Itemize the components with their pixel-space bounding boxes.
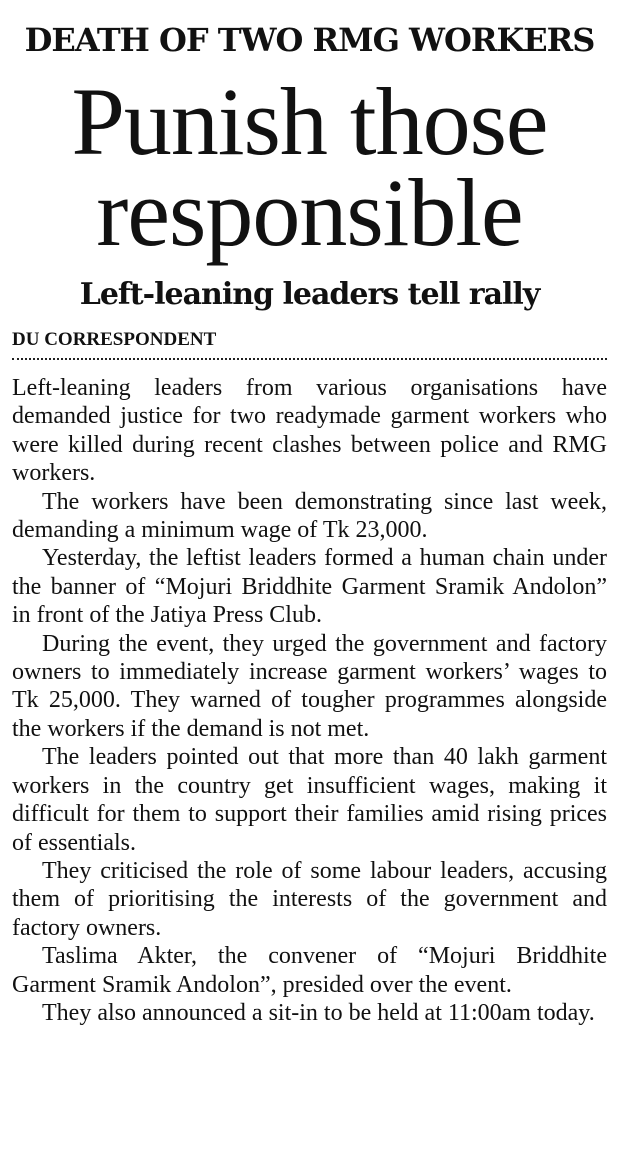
article-body [12,374,607,1027]
article-paragraph: The workers have been demonstrating since last week, demanding a minimum wage of Tk 23,000. [12,488,607,544]
article-paragraph: They criticised the role of some labour leaders, accusing them of prioritising the interests of the government and factory owners. [12,857,607,941]
news-article [12,0,607,1027]
article-paragraph: They also announced a sit-in to be held at 11:00am today. [42,999,595,1026]
article-subheadline: Left-leaning leaders tell rally [79,277,540,312]
article-kicker: DEATH OF TWO RMG WORKERS [24,21,595,59]
article-byline: DU CORRESPONDENT [12,328,607,360]
article-paragraph: Left-leaning leaders from various organisations have demanded justice for two readymade garment workers who were killed during recent clashes between police and RMG workers. [12,375,607,487]
article-paragraph: The leaders pointed out that more than 40 lakh garment workers in the country get insufficient wages, making it difficult for them to support their families amid rising prices of essentials. [12,744,607,856]
article-paragraph: Yesterday, the leftist leaders formed a human chain under the banner of “Mojuri Briddhite Garment Sramik Andolon” in front of the Jatiya Press Club. [12,545,607,629]
article-paragraph: During the event, they urged the government and factory owners to immediately increase garment workers’ wages to Tk 25,000. They warned of tougher programmes alongside the workers if the demand is not met. [12,630,607,742]
article-headline: Punish those responsible [71,68,548,266]
article-paragraph: Taslima Akter, the convener of “Mojuri Briddhite Garment Sramik Andolon”, presided over the event. [12,943,607,998]
